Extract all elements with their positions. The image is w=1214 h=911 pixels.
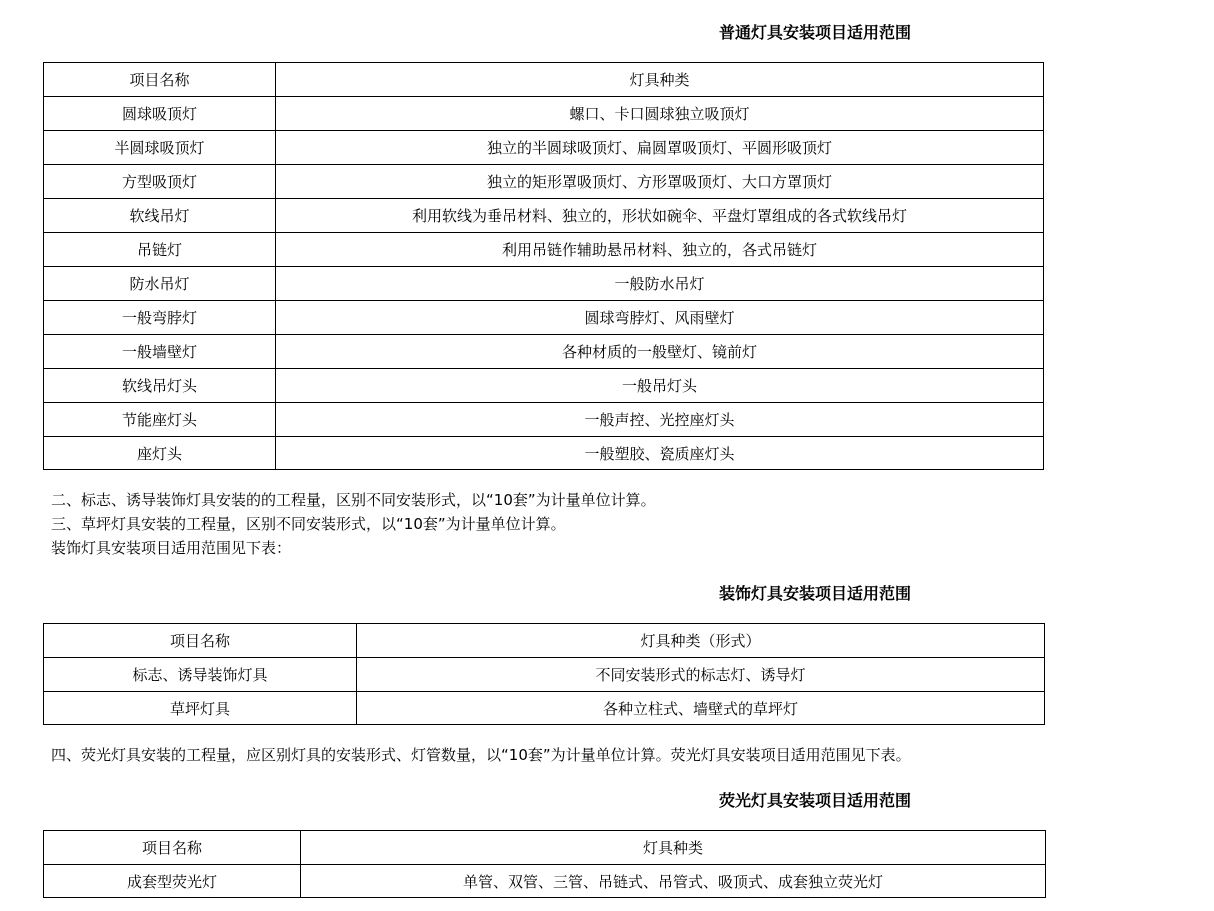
table-row [44,301,1044,335]
paragraph-3: 三、草坪灯具安装的工程量，区别不同安装形式，以“10套”为计量单位计算。 [51,515,566,533]
paragraph-see-table: 装饰灯具安装项目适用范围见下表： [51,539,292,557]
table-row [44,865,1046,898]
table-row [44,335,1044,369]
item-name: 节能座灯头 [44,403,276,437]
table-row [44,165,1044,199]
item-name: 一般弯脖灯 [44,301,276,335]
lamp-type: 独立的半圆球吸顶灯、扁圆罩吸顶灯、平圆形吸顶灯 [276,131,1044,165]
header-item-name: 项目名称 [44,831,301,865]
general-lamps-table [43,62,1044,470]
lamp-type: 利用吊链作辅助悬吊材料、独立的，各式吊链灯 [276,233,1044,267]
table-header-row [44,624,1045,658]
table-row [44,131,1044,165]
item-name: 草坪灯具 [44,692,357,725]
table-row [44,403,1044,437]
table-row [44,199,1044,233]
table-row [44,233,1044,267]
table-row [44,97,1044,131]
table2-title: 装饰灯具安装项目适用范围 [719,584,912,603]
item-name: 软线吊灯 [44,199,276,233]
table-row [44,658,1045,692]
table3-title: 荧光灯具安装项目适用范围 [719,791,912,810]
table-row [44,369,1044,403]
header-lamp-type: 灯具种类 [276,63,1044,97]
header-item-name: 项目名称 [44,63,276,97]
table-row [44,437,1044,470]
table-header-row [44,63,1044,97]
paragraph-2: 二、标志、诱导装饰灯具安装的的工程量，区别不同安装形式，以“10套”为计量单位计算。 [51,491,656,509]
fluorescent-lamps-table [43,830,1046,898]
lamp-type: 一般吊灯头 [276,369,1044,403]
header-lamp-type: 灯具种类（形式） [357,624,1045,658]
lamp-type: 一般塑胶、瓷质座灯头 [276,437,1044,470]
paragraph-4: 四、荧光灯具安装的工程量，应区别灯具的安装形式、灯管数量，以“10套”为计量单位计算。荧光灯具安装项目适用范围见下表。 [51,746,911,764]
item-name: 吊链灯 [44,233,276,267]
header-item-name: 项目名称 [44,624,357,658]
lamp-type: 螺口、卡口圆球独立吸顶灯 [276,97,1044,131]
item-name: 防水吊灯 [44,267,276,301]
table-header-row [44,831,1046,865]
lamp-type: 各种立柱式、墙壁式的草坪灯 [357,692,1045,725]
item-name: 成套型荧光灯 [44,865,301,898]
lamp-type: 圆球弯脖灯、风雨壁灯 [276,301,1044,335]
item-name: 软线吊灯头 [44,369,276,403]
lamp-type: 不同安装形式的标志灯、诱导灯 [357,658,1045,692]
lamp-type: 独立的矩形罩吸顶灯、方形罩吸顶灯、大口方罩顶灯 [276,165,1044,199]
item-name: 半圆球吸顶灯 [44,131,276,165]
lamp-type: 一般防水吊灯 [276,267,1044,301]
decorative-lamps-table [43,623,1045,725]
item-name: 圆球吸顶灯 [44,97,276,131]
table-row [44,692,1045,725]
header-lamp-type: 灯具种类 [301,831,1046,865]
item-name: 方型吸顶灯 [44,165,276,199]
lamp-type: 利用软线为垂吊材料、独立的，形状如碗伞、平盘灯罩组成的各式软线吊灯 [276,199,1044,233]
item-name: 座灯头 [44,437,276,470]
item-name: 一般墙壁灯 [44,335,276,369]
lamp-type: 一般声控、光控座灯头 [276,403,1044,437]
lamp-type: 单管、双管、三管、吊链式、吊管式、吸顶式、成套独立荧光灯 [301,865,1046,898]
table1-title: 普通灯具安装项目适用范围 [719,23,912,42]
lamp-type: 各种材质的一般壁灯、镜前灯 [276,335,1044,369]
table-row [44,267,1044,301]
item-name: 标志、诱导装饰灯具 [44,658,357,692]
